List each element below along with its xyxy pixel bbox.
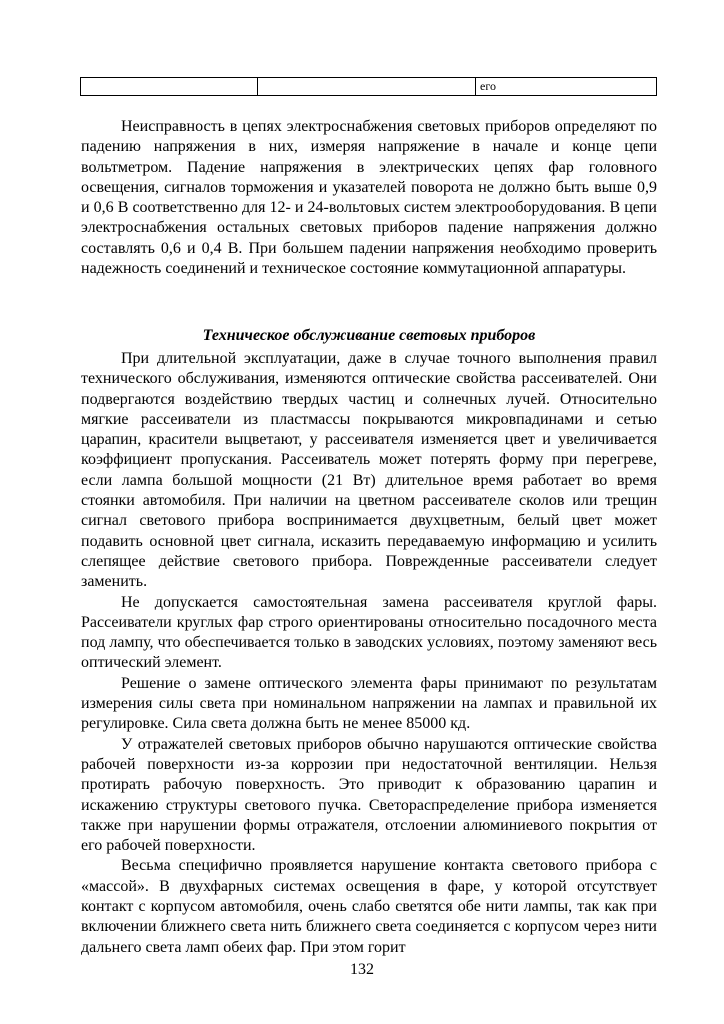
main-text-block	[81, 349, 657, 958]
paragraph: У отражателей световых приборов обычно нарушаются оптические свойства рабочей поверхности из-за коррозии при недостаточной вентиляции. Нельзя протирать рабочую поверхность. Это приводит к образованию царапин и искажению структуры светового пучка. Светораспределение прибора изменяется также при нарушении формы отражателя, отслоении алюминиевого покрытия от его рабочей поверхности.	[81, 735, 657, 855]
paragraph: При длительной эксплуатации, даже в случае точного выполнения правил технического обслуживания, изменяются оптические свойства рассеивателей. Они подвергаются воздействию твердых частиц и солнечных лучей. Относительно мягкие рассеиватели из пластмассы покрываются микровпадинами и сетью царапин, красители выцветают, у рассеивателя изменяется цвет и увеличивается коэффициент пропускания. Рассеиватель может потерять форму при перегреве, если лампа большой мощности (21 Вт) длительное время работает во время стоянки автомобиля. При наличии на цветном рассеивателе сколов или трещин сигнал светового прибора воспринимается двухцветным, белый цвет может подавить основной цвет сигнала, исказить передаваемую информацию и усилить слепящее действие светового прибора. Поврежденные рассеиватели следует заменить.	[81, 350, 657, 591]
section-heading: Техническое обслуживание световых приборов	[202, 327, 536, 344]
table-cell: его	[476, 78, 657, 96]
table-cell	[258, 78, 476, 96]
top-table-fragment	[80, 77, 657, 96]
page-number: 132	[350, 961, 374, 978]
intro-text-block	[81, 117, 657, 279]
paragraph: Весьма специфично проявляется нарушение контакта светового прибора с «массой». В двухфарных системах освещения в фаре, у которой отсутствует контакт с корпусом автомобиля, очень слабо светятся обе нити лампы, так как при включении ближнего света нить ближнего света соединяется с корпусом через нити дальнего света ламп обеих фар. При этом горит	[81, 857, 657, 956]
paragraph: Неисправность в цепях электроснабжения световых приборов определяют по падению напряжения в них, измеряя напряжение в начале и конце цепи вольтметром. Падение напряжения в электрических цепях фар головного освещения, сигналов торможения и указателей поворота не должно быть выше 0,9 и 0,6 В соответственно для 12- и 24-вольтовых систем электрооборудования. В цепи электроснабжения остальных световых приборов падение напряжения должно составлять 0,6 и 0,4 В. При большем падении напряжения необходимо проверить надежность соединений и техническое состояние коммутационной аппаратуры.	[81, 118, 657, 278]
paragraph: Не допускается самостоятельная замена рассеивателя круглой фары. Рассеиватели круглых фар строго ориентированы относительно посадочного места под лампу, что обеспечивается только в заводских условиях, поэтому заменяют весь оптический элемент.	[81, 593, 657, 672]
table-row	[81, 78, 657, 96]
table-cell	[81, 78, 258, 96]
paragraph: Решение о замене оптического элемента фары принимают по результатам измерения силы света при номинальном напряжении на лампах и правильной их регулировке. Сила света должна быть не менее 85000 кд.	[81, 674, 657, 733]
